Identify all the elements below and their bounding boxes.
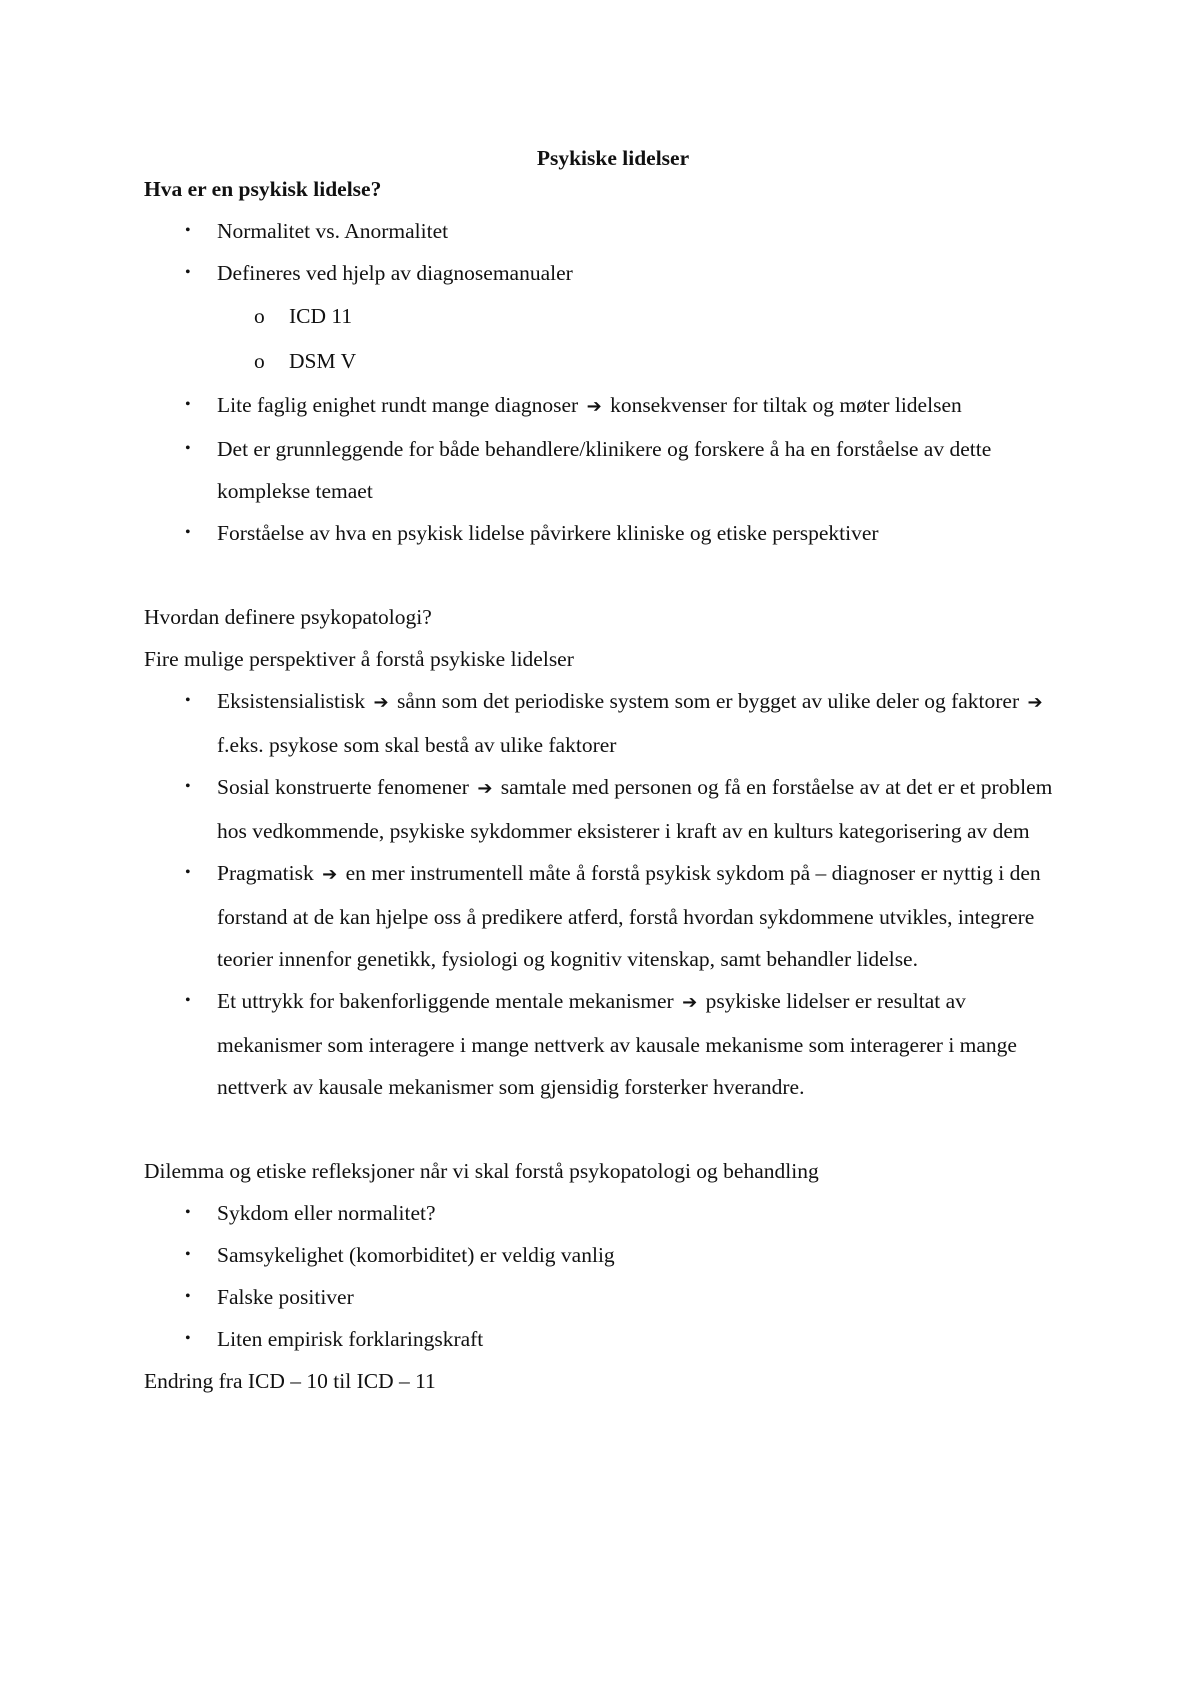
list-item	[144, 1234, 1064, 1276]
list-item	[144, 680, 1064, 766]
list-item	[144, 1318, 1064, 1360]
list-item-text: Det er grunnleggende for både behandlere/klinikere og forskere å ha en forståelse av dette komplekse temaet	[217, 437, 992, 503]
list-item-text: Lite faglig enighet rundt mange diagnoser	[217, 393, 584, 417]
list-item-text: Defineres ved hjelp av diagnosemanualer	[217, 261, 573, 285]
list-item-text: f.eks. psykose som skal bestå av ulike faktorer	[217, 733, 617, 757]
list-item	[144, 384, 1064, 428]
bullet-list	[144, 680, 1064, 1108]
list-item-text: konsekvenser for tiltak og møter lidelsen	[604, 393, 962, 417]
bullet-marker: •	[185, 396, 191, 413]
arrow-icon: ➔	[1027, 692, 1043, 713]
list-item-text: sånn som det periodiske system som er bygget av ulike deler og faktorer	[391, 689, 1025, 713]
list-item	[144, 852, 1064, 980]
paragraph: Endring fra ICD – 10 til ICD – 11	[144, 1369, 436, 1393]
bullet-marker: •	[185, 440, 191, 457]
list-item-text: Falske positiver	[217, 1285, 354, 1309]
bullet-list	[144, 210, 1064, 554]
list-item-text: Samsykelighet (komorbiditet) er veldig vanlig	[217, 1243, 615, 1267]
document-body	[144, 142, 1064, 1402]
paragraph: Fire mulige perspektiver å forstå psykiske lidelser	[144, 647, 574, 671]
bullet-marker: •	[185, 524, 191, 541]
blank-line	[144, 1108, 1064, 1150]
arrow-icon: ➔	[586, 396, 602, 417]
sub-item-text: DSM V	[289, 349, 357, 373]
bullet-list	[144, 1192, 1064, 1360]
list-item-text: Et uttrykk for bakenforliggende mentale mekanismer	[217, 989, 680, 1013]
sub-item-text: ICD 11	[289, 304, 353, 328]
document-title: Psykiske lidelser	[536, 146, 690, 170]
blank-line	[144, 554, 1064, 596]
list-item-text: Sykdom eller normalitet?	[217, 1201, 436, 1225]
bullet-marker: •	[185, 1330, 191, 1347]
circle-marker: o	[254, 349, 265, 373]
list-item	[144, 252, 1064, 384]
paragraph: Dilemma og etiske refleksjoner når vi skal forstå psykopatologi og behandling	[144, 1159, 819, 1183]
sub-list-item	[144, 294, 1064, 339]
paragraph: Hvordan definere psykopatologi?	[144, 605, 432, 629]
bullet-marker: •	[185, 264, 191, 281]
sub-list	[144, 294, 1064, 384]
bullet-marker: •	[185, 778, 191, 795]
arrow-icon: ➔	[322, 864, 338, 885]
list-item-text: samtale med personen og få en forståelse av at det er et problem hos vedkommende, psykiske sykdommer eksisterer i kraft av en kulturs kategorisering av dem	[217, 775, 1053, 843]
list-item-text: Liten empirisk forklaringskraft	[217, 1327, 484, 1351]
bullet-marker: •	[185, 1288, 191, 1305]
bullet-marker: •	[185, 1246, 191, 1263]
list-item	[144, 980, 1064, 1108]
list-item-text: psykiske lidelser er resultat av mekanismer som interagere i mange nettverk av kausale mekanisme som interagerer i mange nettverk av kausale mekanismer som gjensidig forsterker hverandre.	[217, 989, 1017, 1099]
list-item	[144, 210, 1064, 252]
list-item-text: Forståelse av hva en psykisk lidelse påvirkere kliniske og etiske perspektiver	[217, 521, 879, 545]
bullet-marker: •	[185, 864, 191, 881]
sub-list-item	[144, 339, 1064, 384]
list-item	[144, 1192, 1064, 1234]
list-item	[144, 428, 1064, 512]
list-item-text: en mer instrumentell måte å forstå psykisk sykdom på – diagnoser er nyttig i den forstand at de kan hjelpe oss å predikere atferd, forstå hvordan sykdommene utvikles, integrere teorier innenfor genetikk, fysiologi og kognitiv vitenskap, samt behandler lidelse.	[217, 861, 1041, 971]
bullet-marker: •	[185, 992, 191, 1009]
list-item-text: Pragmatisk	[217, 861, 320, 885]
section-heading: Hva er en psykisk lidelse?	[144, 177, 382, 201]
bullet-marker: •	[185, 1204, 191, 1221]
list-item	[144, 512, 1064, 554]
list-item	[144, 1276, 1064, 1318]
circle-marker: o	[254, 304, 265, 328]
arrow-icon: ➔	[682, 992, 698, 1013]
arrow-icon: ➔	[373, 692, 389, 713]
arrow-icon: ➔	[477, 778, 493, 799]
bullet-marker: •	[185, 222, 191, 239]
bullet-marker: •	[185, 692, 191, 709]
list-item-text: Eksistensialistisk	[217, 689, 371, 713]
list-item-text: Normalitet vs. Anormalitet	[217, 219, 449, 243]
list-item-text: Sosial konstruerte fenomener	[217, 775, 475, 799]
list-item	[144, 766, 1064, 852]
